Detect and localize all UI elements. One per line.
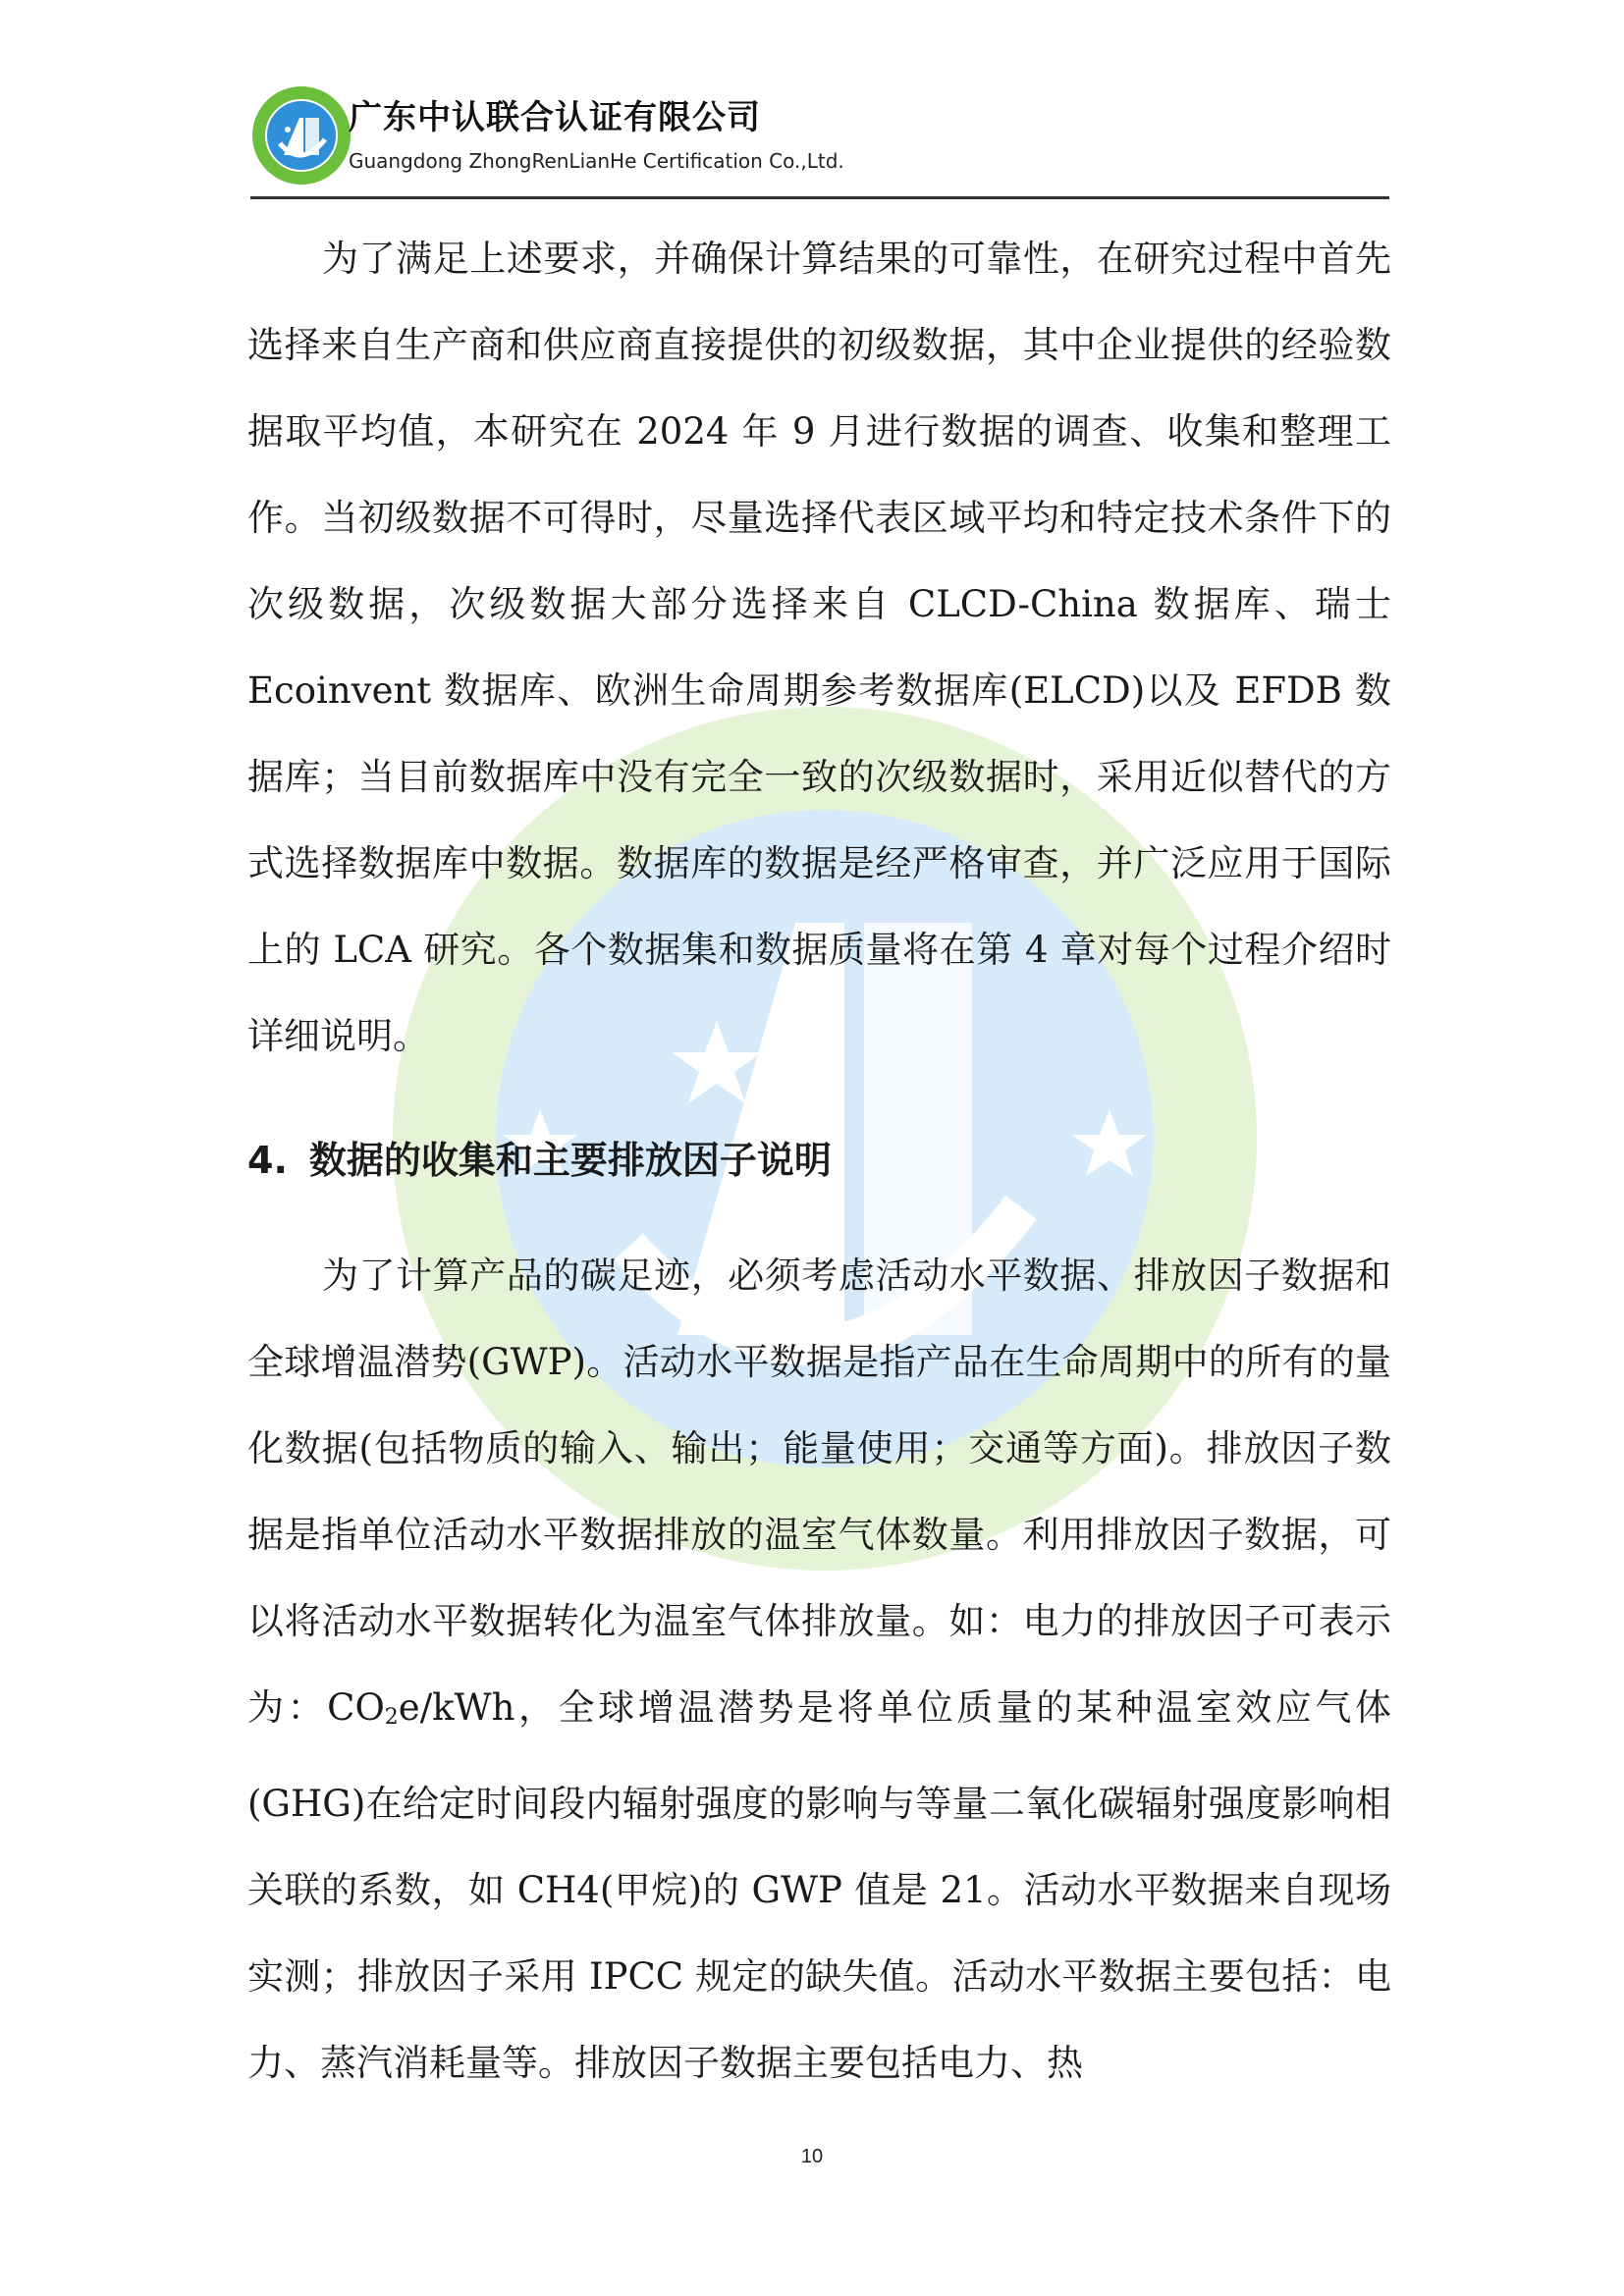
- header-divider: [250, 196, 1389, 199]
- section-title: 数据的收集和主要排放因子说明: [308, 1139, 832, 1182]
- section-heading: [247, 1131, 1391, 1190]
- paragraph-text-part-2: e/kWh，全球增温潜势是将单位质量的某种温室效应气体(GHG)在给定时间段内辐射强度的影响与等量二氧化碳辐射强度影响相关联的系数，如 CH4(甲烷)的 GWP 值是 21。活动水平数据来自现场实测；排放因子采用 IPCC 规定的缺失值。活动水平数据主要包括：电力、蒸汽消耗量等。排放因子数据主要包括电力、热: [247, 1686, 1391, 2084]
- company-name-cn: 广东中认联合认证有限公司: [349, 98, 761, 137]
- paragraph-data-sources: 为了满足上述要求，并确保计算结果的可靠性，在研究过程中首先选择来自生产商和供应商直接提供的初级数据，其中企业提供的经验数据取平均值，本研究在 2024 年 9 月进行数据的调查、收集和整理工作。当初级数据不可得时，尽量选择代表区域平均和特定技术条件下的次级数据，次级数据大部分选择来自 CLCD-China 数据库、瑞士 Ecoinvent 数据库、欧洲生命周期参考数据库(ELCD)以及 EFDB 数据库；当目前数据库中没有完全一致的次级数据时，采用近似替代的方式选择数据库中数据。数据库的数据是经严格审查，并广泛应用于国际上的 LCA 研究。各个数据集和数据质量将在第 4 章对每个过程介绍时详细说明。: [247, 238, 1391, 1057]
- company-logo: [250, 84, 352, 187]
- document-body: [247, 216, 1391, 2107]
- page-header: [250, 84, 1389, 200]
- co2-subscript: 2: [384, 1705, 399, 1730]
- section-number: 4.: [247, 1139, 288, 1182]
- paragraph-text-part-1: 为了计算产品的碳足迹，必须考虑活动水平数据、排放因子数据和全球增温潜势(GWP)。活动水平数据是指产品在生命周期中的所有的量化数据(包括物质的输入、输出；能量使用；交通等方面)。排放因子数据是指单位活动水平数据排放的温室气体数量。利用排放因子数据，可以将活动水平数据转化为温室气体排放量。如：电力的排放因子可表示为：CO: [247, 1255, 1391, 1729]
- paragraph-emission-factors: [247, 1233, 1391, 2107]
- page-number: 10: [800, 2146, 824, 2167]
- company-name-en: Guangdong ZhongRenLianHe Certification Co.,Ltd.: [349, 149, 844, 173]
